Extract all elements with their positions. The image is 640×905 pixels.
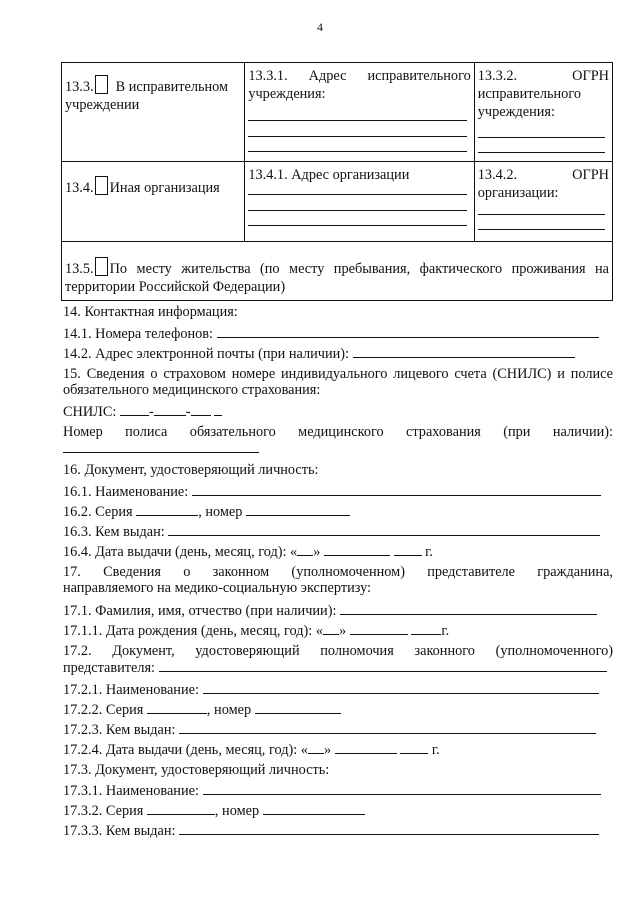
page-number: 4 xyxy=(317,20,323,34)
snils-input-3[interactable] xyxy=(191,403,211,416)
input-line[interactable] xyxy=(248,136,466,137)
phone-input[interactable] xyxy=(217,325,599,338)
row-14-2: 14.2. Адрес электронной почты (при наличии): xyxy=(63,345,613,364)
row-17-2-4: 17.2.4. Дата выдачи (день, месяц, год): « » г. xyxy=(63,742,440,758)
option-label-cont: учреждении xyxy=(65,96,140,113)
snils-input-2[interactable] xyxy=(154,403,186,416)
row-17-2-1: 17.2.1. Наименование: xyxy=(63,681,613,700)
cell-13-3-1 xyxy=(245,63,474,162)
row-17-1-1: 17.1.1. Дата рождения (день, месяц, год): « » г. xyxy=(63,623,450,639)
month-input[interactable] xyxy=(335,741,397,754)
input-line[interactable] xyxy=(478,152,605,153)
row-16-2: 16.2. Серия , номер xyxy=(63,503,613,522)
day-input[interactable] xyxy=(308,741,324,754)
row-16-1: 16.1. Наименование: xyxy=(63,483,613,502)
issued-by-input[interactable] xyxy=(168,523,600,536)
section-17-2-line2: представителя: xyxy=(63,659,613,678)
input-line[interactable] xyxy=(248,194,466,195)
cell-13-4-2 xyxy=(474,162,612,242)
policy-input-row xyxy=(63,440,613,459)
field-label-cont: исправительного xyxy=(477,85,581,102)
doc-name-input[interactable] xyxy=(192,483,601,496)
section-14-title: 14. Контактная информация: xyxy=(63,304,238,320)
row-17-3-2: 17.3.2. Серия , номер xyxy=(63,802,613,821)
item-number: 13.5. xyxy=(65,261,94,277)
section-16-title: 16. Документ, удостоверяющий личность: xyxy=(63,462,319,478)
year-input[interactable] xyxy=(394,543,422,556)
issued-by-input[interactable] xyxy=(179,822,599,835)
month-input[interactable] xyxy=(324,543,390,556)
row-17-1: 17.1. Фамилия, имя, отчество (при наличии): xyxy=(63,602,613,621)
table-row-13-3 xyxy=(62,63,613,162)
year-input[interactable] xyxy=(411,622,441,635)
input-line[interactable] xyxy=(478,137,605,138)
section-15-line2: обязательного медицинского страхования: xyxy=(63,382,321,398)
input-line[interactable] xyxy=(248,210,466,211)
number-input[interactable] xyxy=(255,701,341,714)
doc-name-input[interactable] xyxy=(203,782,601,795)
cell-13-5 xyxy=(62,242,613,301)
input-line[interactable] xyxy=(248,225,466,226)
row-17-3-1: 17.3.1. Наименование: xyxy=(63,782,613,801)
row-17-3-3: 17.3.3. Кем выдан: xyxy=(63,822,613,841)
row-16-4: 16.4. Дата выдачи (день, месяц, год): « » г. xyxy=(63,544,433,560)
series-input[interactable] xyxy=(136,503,198,516)
cell-13-4-1 xyxy=(245,162,474,242)
field-label-cont: учреждения: xyxy=(477,103,555,120)
section-17-line1: 17. Сведения о законном (уполномоченном) представителе гражданина, xyxy=(63,564,613,580)
table-row-13-5 xyxy=(62,242,613,301)
input-line[interactable] xyxy=(248,151,466,152)
field-label: 13.3.1. Адрес исправительного xyxy=(248,68,471,84)
option-label: В исправительном xyxy=(115,79,229,95)
snils-input-4[interactable] xyxy=(214,403,222,416)
cell-13-3-2 xyxy=(474,63,612,162)
day-input[interactable] xyxy=(297,543,313,556)
cell-13-4 xyxy=(62,162,245,242)
snils-row: СНИЛС: - - xyxy=(63,403,613,422)
option-label-cont: территории Российской Федерации) xyxy=(65,278,286,295)
placement-table xyxy=(61,62,613,301)
option-label: Иная организация xyxy=(109,180,220,196)
input-line[interactable] xyxy=(248,120,466,121)
series-input[interactable] xyxy=(147,802,215,815)
series-input[interactable] xyxy=(147,701,207,714)
checkbox-13-3[interactable] xyxy=(95,75,108,94)
checkbox-13-4[interactable] xyxy=(95,176,108,195)
row-17-2-3: 17.2.3. Кем выдан: xyxy=(63,721,613,740)
section-17-2-line1: 17.2. Документ, удостоверяющий полномочия законного (уполномоченного) xyxy=(63,643,613,659)
item-number: 13.3. xyxy=(65,79,94,95)
field-label: 13.4.2. ОГРН xyxy=(477,167,609,183)
item-number: 13.4. xyxy=(65,180,94,196)
field-label: 13.3.2. ОГРН xyxy=(477,68,609,84)
field-label-cont: организации: xyxy=(477,184,559,201)
doc-name-input[interactable] xyxy=(203,681,599,694)
issued-by-input[interactable] xyxy=(179,721,596,734)
cell-13-3 xyxy=(62,63,245,162)
email-input[interactable] xyxy=(353,345,575,358)
field-label-cont: учреждения: xyxy=(248,85,326,102)
option-label: По месту жительства (по месту пребывания, фактического проживания на xyxy=(109,261,609,277)
rep-fio-input[interactable] xyxy=(340,602,597,615)
input-line[interactable] xyxy=(478,229,605,230)
table-row-13-4 xyxy=(62,162,613,242)
section-15-line1: 15. Сведения о страховом номере индивидуального лицевого счета (СНИЛС) и полисе xyxy=(63,366,613,382)
policy-input[interactable] xyxy=(63,440,259,453)
month-input[interactable] xyxy=(350,622,408,635)
snils-input-1[interactable] xyxy=(120,403,149,416)
number-input[interactable] xyxy=(263,802,365,815)
policy-row: Номер полиса обязательного медицинского страхования (при наличии): xyxy=(63,424,613,440)
field-label: 13.4.1. Адрес организации xyxy=(248,167,410,183)
row-16-3: 16.3. Кем выдан: xyxy=(63,523,613,542)
rep-doc-input[interactable] xyxy=(159,659,607,672)
number-input[interactable] xyxy=(246,503,350,516)
input-line[interactable] xyxy=(478,214,605,215)
row-14-1: 14.1. Номера телефонов: xyxy=(63,325,613,344)
section-17-3-title: 17.3. Документ, удостоверяющий личность: xyxy=(63,762,330,778)
checkbox-13-5[interactable] xyxy=(95,257,108,276)
option-line xyxy=(65,257,609,279)
day-input[interactable] xyxy=(323,622,339,635)
section-17-line2: направляемого на медико-социальную экспертизу: xyxy=(63,580,372,596)
year-input[interactable] xyxy=(400,741,428,754)
row-17-2-2: 17.2.2. Серия , номер xyxy=(63,701,613,720)
